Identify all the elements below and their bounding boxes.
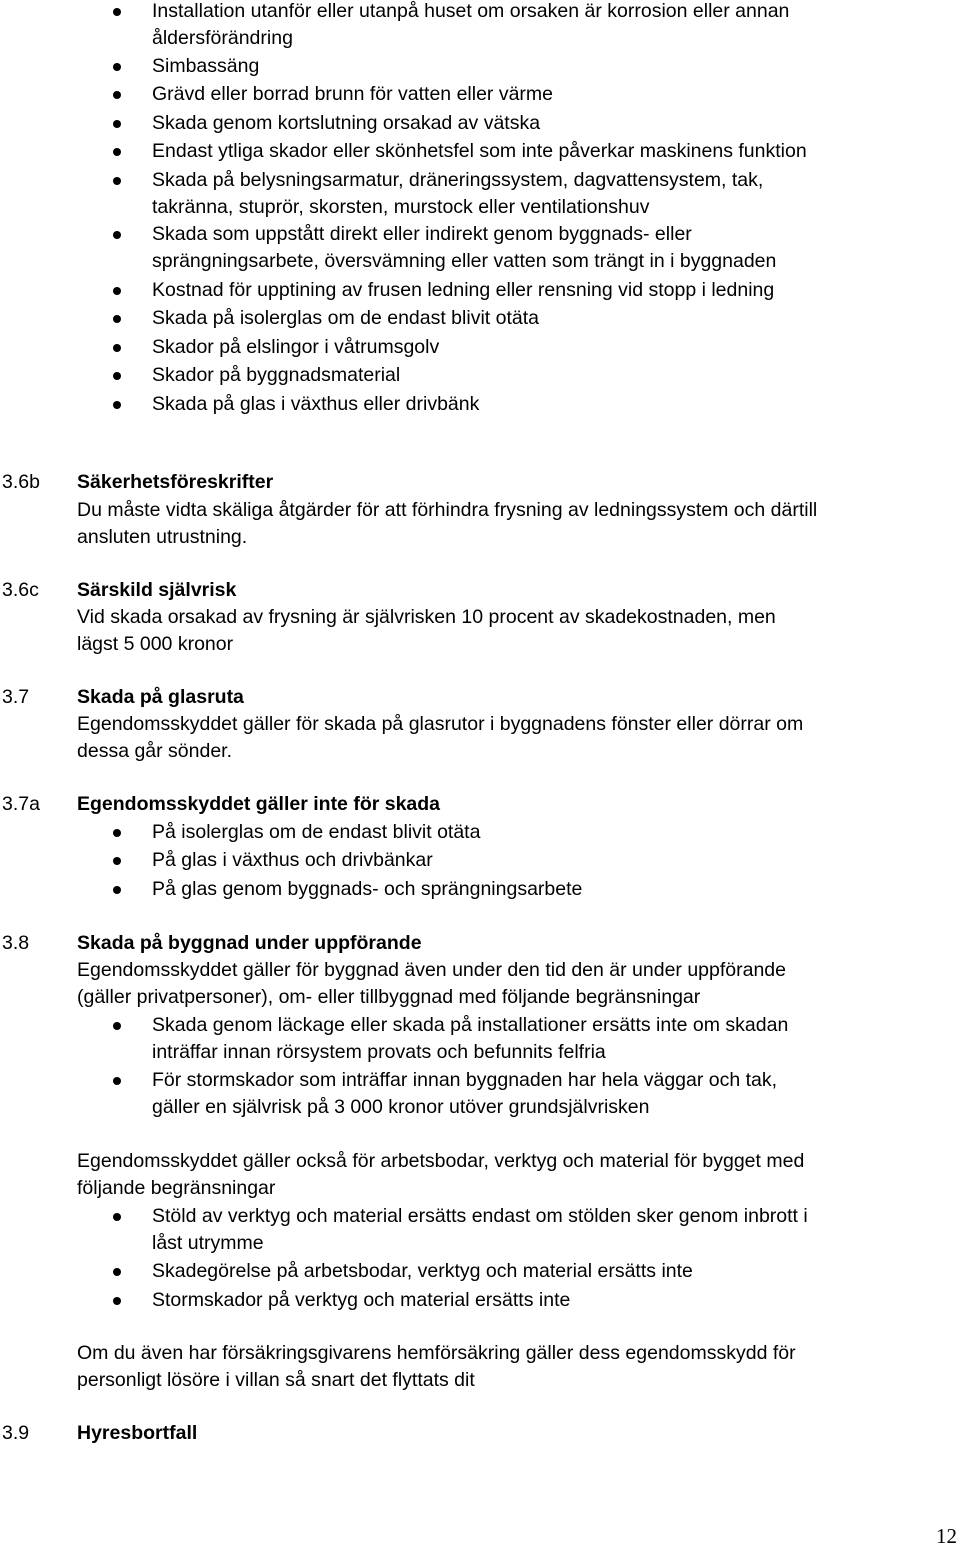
- bullet-icon: [113, 829, 121, 837]
- bullet-icon: [113, 8, 121, 16]
- bullet-icon: [113, 315, 121, 323]
- list-item-line: takränna, stuprör, skorsten, murstock eller ventilationshuv: [152, 196, 650, 218]
- section-body-line: Egendomsskyddet gäller för byggnad även under den tid den är under uppförande: [77, 959, 786, 981]
- section-body-line: Om du även har försäkringsgivarens hemförsäkring gäller dess egendomsskydd för: [77, 1342, 796, 1364]
- bullet-icon: [113, 148, 121, 156]
- bullet-icon: [113, 177, 121, 185]
- bullet-icon: [113, 231, 121, 239]
- section-body-line: lägst 5 000 kronor: [77, 633, 234, 655]
- section-number: 3.9: [2, 1422, 30, 1444]
- list-item-line: Skadegörelse på arbetsbodar, verktyg och material ersätts inte: [152, 1260, 693, 1282]
- list-item-line: Grävd eller borrad brunn för vatten eller värme: [152, 83, 554, 105]
- list-item-line: Skada på glas i växthus eller drivbänk: [152, 393, 480, 415]
- list-item-line: Simbassäng: [152, 55, 260, 77]
- section-heading: Säkerhetsföreskrifter: [77, 471, 274, 493]
- bullet-icon: [113, 886, 121, 894]
- section-body-line: Egendomsskyddet gäller för skada på glasrutor i byggnadens fönster eller dörrar om: [77, 713, 804, 735]
- section-body-line: personligt lösöre i villan så snart det flyttats dit: [77, 1369, 475, 1391]
- list-item-line: Skador på byggnadsmaterial: [152, 364, 401, 386]
- section-body-line: Du måste vidta skäliga åtgärder för att förhindra frysning av ledningssystem och därtill: [77, 499, 818, 521]
- section-body-line: följande begränsningar: [77, 1177, 276, 1199]
- bullet-icon: [113, 1022, 121, 1030]
- bullet-icon: [113, 120, 121, 128]
- section-heading: Hyresbortfall: [77, 1422, 198, 1444]
- list-item-line: På glas genom byggnads- och sprängningsarbete: [152, 878, 583, 900]
- bullet-icon: [113, 287, 121, 295]
- list-item-line: åldersförändring: [152, 27, 293, 49]
- list-item-line: Endast ytliga skador eller skönhetsfel som inte påverkar maskinens funktion: [152, 140, 807, 162]
- list-item-line: Skada som uppstått direkt eller indirekt genom byggnads- eller: [152, 223, 692, 245]
- list-item-line: gäller en självrisk på 3 000 kronor utöver grundsjälvrisken: [152, 1096, 650, 1118]
- section-number: 3.7a: [2, 793, 40, 815]
- section-number: 3.7: [2, 686, 30, 708]
- section-body-line: dessa går sönder.: [77, 740, 233, 762]
- bullet-icon: [113, 1213, 121, 1221]
- list-item-line: Skada på belysningsarmatur, dräneringssystem, dagvattensystem, tak,: [152, 169, 764, 191]
- bullet-icon: [113, 1268, 121, 1276]
- bullet-icon: [113, 1297, 121, 1305]
- list-item-line: För stormskador som inträffar innan byggnaden har hela väggar och tak,: [152, 1069, 778, 1091]
- list-item-line: Stormskador på verktyg och material ersätts inte: [152, 1289, 571, 1311]
- list-item-line: På isolerglas om de endast blivit otäta: [152, 821, 481, 843]
- page-number: 12: [936, 1524, 957, 1548]
- list-item-line: Skador på elslingor i våtrumsgolv: [152, 336, 440, 358]
- bullet-icon: [113, 344, 121, 352]
- section-heading: Skada på glasruta: [77, 686, 244, 708]
- list-item-line: sprängningsarbete, översvämning eller vatten som trängt in i byggnaden: [152, 250, 777, 272]
- bullet-icon: [113, 63, 121, 71]
- section-number: 3.6b: [2, 471, 40, 493]
- section-heading: Skada på byggnad under uppförande: [77, 932, 422, 954]
- list-item-line: Skada genom kortslutning orsakad av vätska: [152, 112, 541, 134]
- bullet-icon: [113, 857, 121, 865]
- section-number: 3.6c: [2, 579, 39, 601]
- list-item-line: Kostnad för upptining av frusen ledning eller rensning vid stopp i ledning: [152, 279, 775, 301]
- list-item-line: Skada på isolerglas om de endast blivit otäta: [152, 307, 539, 329]
- bullet-icon: [113, 401, 121, 409]
- list-item-line: Skada genom läckage eller skada på installationer ersätts inte om skadan: [152, 1014, 789, 1036]
- section-number: 3.8: [2, 932, 30, 954]
- section-body-line: ansluten utrustning.: [77, 526, 248, 548]
- bullet-icon: [113, 1077, 121, 1085]
- bullet-icon: [113, 91, 121, 99]
- list-item-line: låst utrymme: [152, 1232, 264, 1254]
- section-body-line: Vid skada orsakad av frysning är självrisken 10 procent av skadekostnaden, men: [77, 606, 776, 628]
- list-item-line: Stöld av verktyg och material ersätts endast om stölden sker genom inbrott i: [152, 1205, 808, 1227]
- list-item-line: inträffar innan rörsystem provats och befunnits felfria: [152, 1041, 606, 1063]
- list-item-line: Installation utanför eller utanpå huset om orsaken är korrosion eller annan: [152, 0, 790, 22]
- section-body-line: (gäller privatpersoner), om- eller tillbyggnad med följande begränsningar: [77, 986, 701, 1008]
- bullet-icon: [113, 372, 121, 380]
- list-item-line: På glas i växthus och drivbänkar: [152, 849, 433, 871]
- section-heading: Egendomsskyddet gäller inte för skada: [77, 793, 441, 815]
- section-heading: Särskild självrisk: [77, 579, 237, 601]
- section-body-line: Egendomsskyddet gäller också för arbetsbodar, verktyg och material för bygget med: [77, 1150, 805, 1172]
